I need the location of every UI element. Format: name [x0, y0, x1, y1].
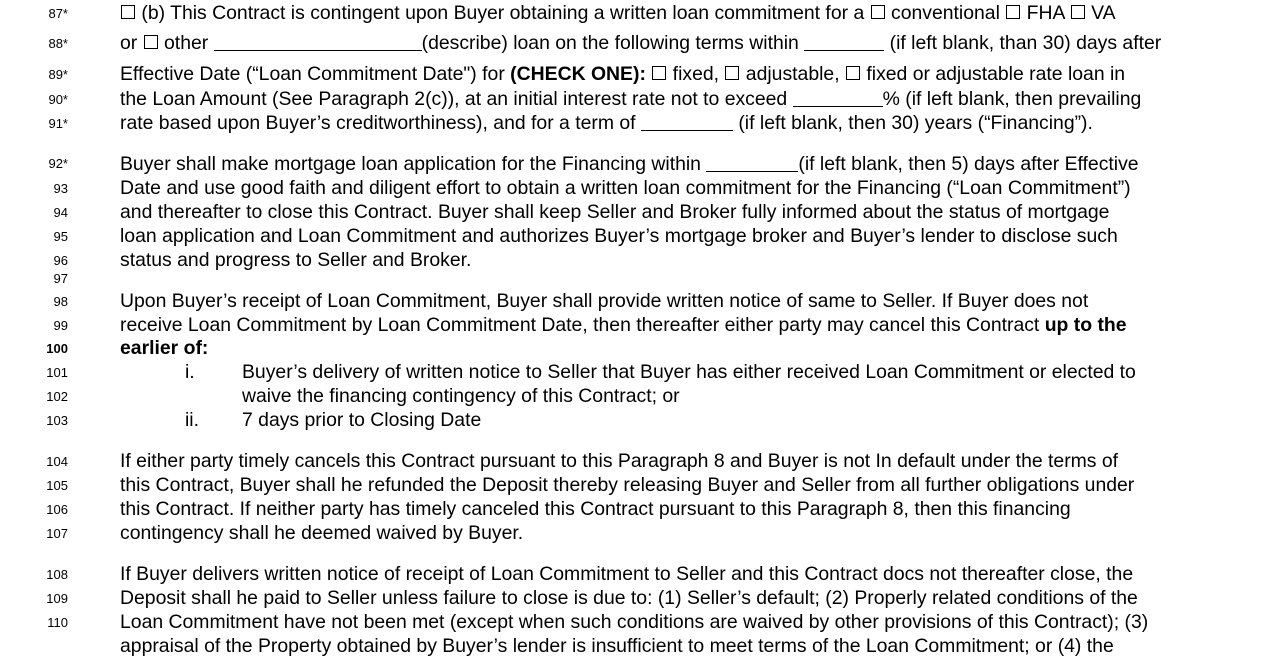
checkbox-loan-contingency[interactable]	[121, 5, 135, 19]
text: other	[158, 32, 214, 54]
line-99	[120, 313, 1127, 337]
blank-term-years[interactable]	[641, 114, 733, 131]
text: (if left blank, than 30) days after	[884, 32, 1162, 54]
line-108: If Buyer delivers written notice of receipt of Loan Commitment to Seller and this Contract docs not thereafter close, the	[120, 563, 1134, 585]
line-number: 99	[53, 318, 68, 333]
blank-days[interactable]	[804, 34, 884, 51]
line-106: this Contract. If neither party has timely canceled this Contract pursuant to this Paragraph 8, then this financing	[120, 498, 1071, 520]
line-105: this Contract, Buyer shall he refunded the Deposit thereby releasing Buyer and Seller from all further obligations under	[120, 474, 1135, 496]
line-number: 90*	[48, 92, 68, 107]
line-95: loan application and Loan Commitment and authorizes Buyer’s mortgage broker and Buyer’s lender to disclose such	[120, 225, 1118, 247]
checkbox-fixed[interactable]	[652, 66, 666, 80]
text: Buyer shall make mortgage loan application for the Financing within	[120, 153, 707, 175]
line-number: 103	[46, 413, 68, 428]
text: (describe) loan on the following terms within	[421, 32, 805, 54]
text: (if left blank, then 5) days after Effective	[798, 153, 1139, 175]
line-number: 94	[53, 205, 68, 220]
checkbox-conventional[interactable]	[871, 5, 885, 19]
checkbox-fha[interactable]	[1006, 5, 1020, 19]
line-111: appraisal of the Property obtained by Buyer’s lender is insufficient to meet terms of the Loan Commitment; or (4) the	[120, 635, 1114, 657]
text: % (if left blank, then prevailing	[882, 88, 1142, 110]
blank-interest-rate[interactable]	[793, 90, 883, 107]
line-92	[120, 152, 1139, 176]
text: (if left blank, then 30) years (“Financing”).	[732, 112, 1093, 134]
line-number: 100	[46, 341, 68, 356]
line-number: 87*	[48, 6, 68, 21]
line-91	[120, 111, 1093, 135]
line-89	[120, 62, 1125, 86]
blank-application-days[interactable]	[706, 155, 798, 172]
line-number: 91*	[48, 116, 68, 131]
line-94: and thereafter to close this Contract. Buyer shall keep Seller and Broker fully informed about the status of mortgage	[120, 201, 1110, 223]
line-number: 109	[46, 591, 68, 606]
line-number: 92*	[48, 156, 68, 171]
line-90	[120, 87, 1141, 111]
line-110: Loan Commitment have not been met (except when such conditions are waived by other provisions of this Contract); (3)	[120, 611, 1149, 633]
line-number: 104	[46, 454, 68, 469]
text: rate based upon Buyer’s creditworthiness), and for a term of	[120, 112, 641, 134]
text: fixed or adjustable rate loan in	[861, 63, 1126, 85]
line-number: 88*	[48, 36, 68, 51]
line-number: 110	[47, 615, 68, 630]
line-93: Date and use good faith and diligent effort to obtain a written loan commitment for the Financing (“Loan Commitment”)	[120, 177, 1131, 199]
line-104: If either party timely cancels this Contract pursuant to this Paragraph 8 and Buyer is not In default under the terms of	[120, 450, 1119, 472]
line-number: 98	[53, 294, 68, 309]
checkbox-adjustable[interactable]	[725, 66, 739, 80]
bold-text: earlier of:	[120, 337, 209, 359]
line-number: 101	[46, 365, 68, 380]
line-number: 97	[53, 271, 68, 286]
line-number: 108	[46, 567, 68, 582]
line-109: Deposit shall he paid to Seller unless failure to close is due to: (1) Seller’s default; (2) Properly related conditions of the	[120, 587, 1138, 609]
line-88	[120, 31, 1161, 55]
line-number: 107	[46, 526, 68, 541]
line-number: 105	[46, 478, 68, 493]
text: VA	[1085, 2, 1116, 24]
text: (b) This Contract is contingent upon Buyer obtaining a written loan commitment for a	[136, 2, 870, 24]
line-number: 96	[53, 253, 68, 268]
text: fixed,	[667, 63, 725, 85]
check-one-label: (CHECK ONE):	[510, 63, 646, 85]
line-107: contingency shall he deemed waived by Buyer.	[120, 522, 524, 544]
blank-describe-loan[interactable]	[214, 34, 422, 51]
line-103: 7 days prior to Closing Date	[242, 409, 482, 431]
checkbox-fixed-or-adjustable[interactable]	[846, 66, 860, 80]
line-101: Buyer’s delivery of written notice to Seller that Buyer has either received Loan Commitment or elected to	[242, 361, 1136, 383]
text: adjustable,	[740, 63, 845, 85]
line-100	[120, 336, 208, 360]
bold-text: up to the	[1044, 314, 1127, 336]
line-number: 93	[53, 181, 68, 196]
line-96: status and progress to Seller and Broker.	[120, 249, 472, 271]
checkbox-other[interactable]	[144, 35, 158, 49]
text: FHA	[1021, 2, 1070, 24]
line-number: 95	[53, 229, 68, 244]
checkbox-va[interactable]	[1071, 5, 1085, 19]
line-102: waive the financing contingency of this Contract; or	[242, 385, 680, 407]
line-87	[120, 1, 1116, 25]
list-marker-i: i.	[185, 361, 195, 383]
line-98: Upon Buyer’s receipt of Loan Commitment, Buyer shall provide written notice of same to Seller. If Buyer does not	[120, 290, 1089, 312]
line-number: 106	[46, 502, 68, 517]
line-number: 102	[46, 389, 68, 404]
text: receive Loan Commitment by Loan Commitment Date, then thereafter either party may cancel this Contract	[120, 314, 1045, 336]
text: the Loan Amount (See Paragraph 2(c)), at an initial interest rate not to exceed	[120, 88, 793, 110]
text: or	[120, 32, 143, 54]
list-marker-ii: ii.	[185, 409, 200, 431]
line-number: 89*	[48, 67, 68, 82]
text: Effective Date (“Loan Commitment Date") for	[120, 63, 511, 85]
text: conventional	[885, 2, 1006, 24]
